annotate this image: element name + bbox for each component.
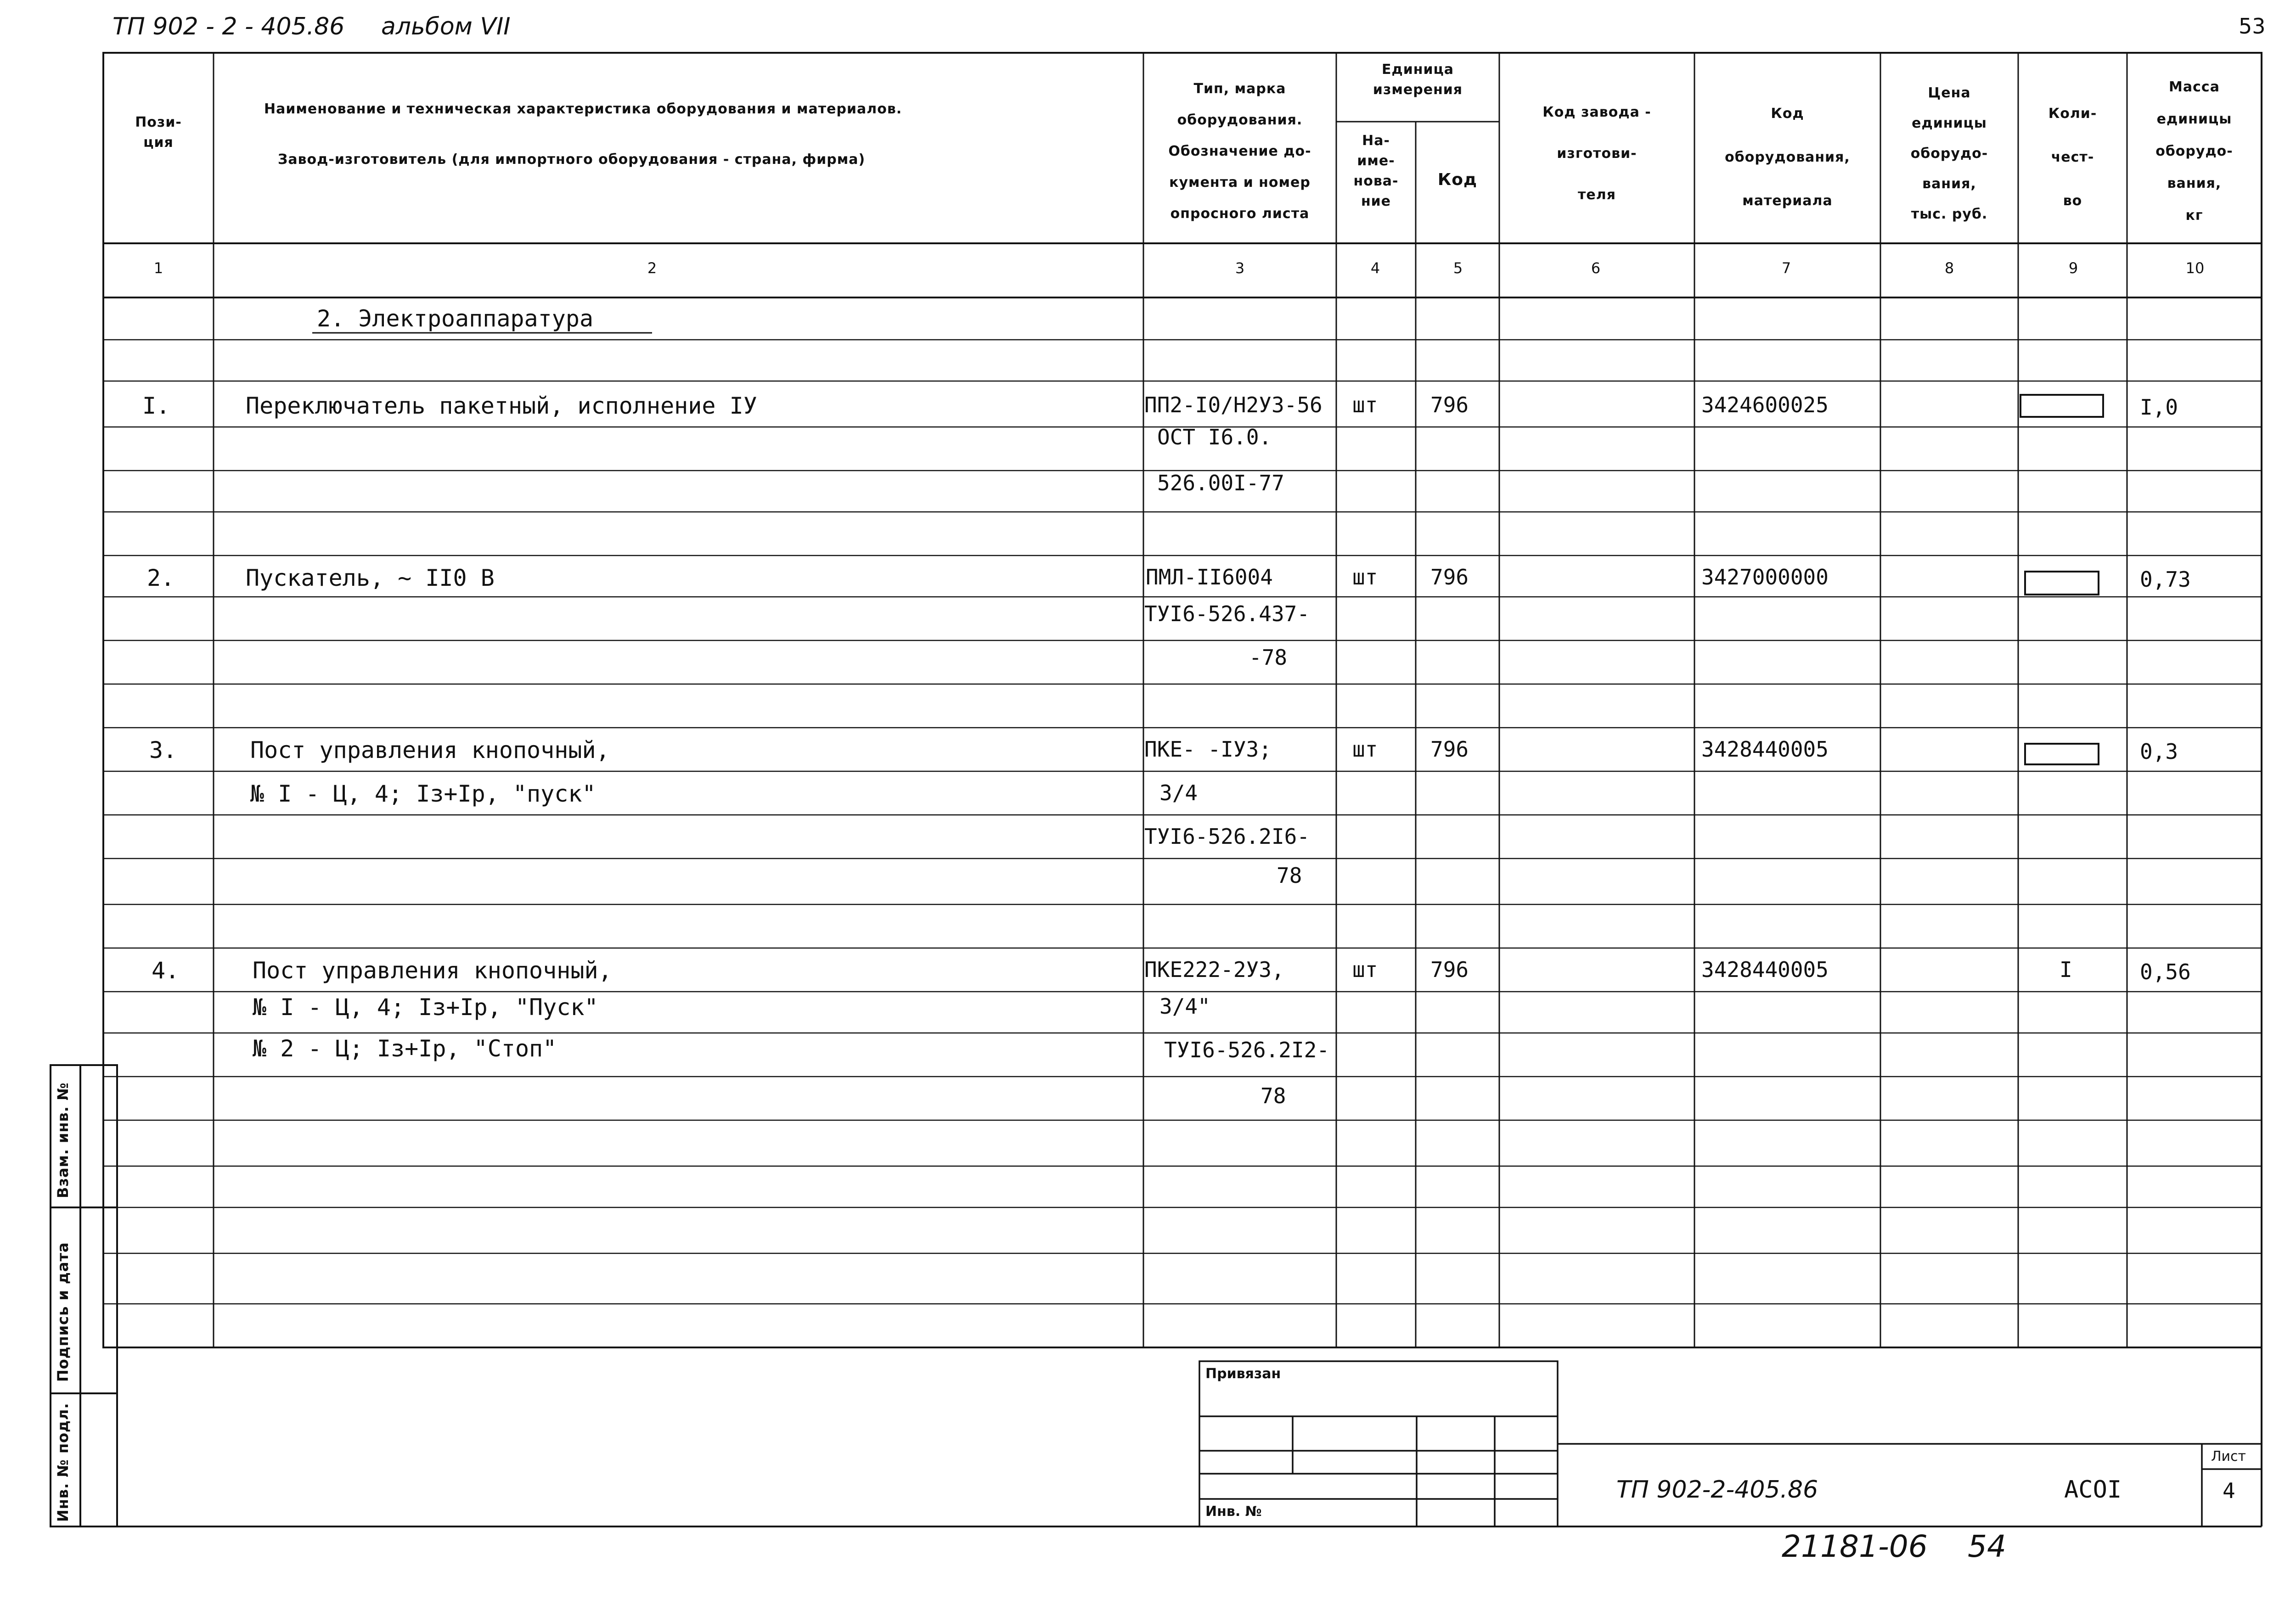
row-unit-code: 796: [1430, 957, 1469, 982]
row-unit-code: 796: [1430, 565, 1469, 589]
side-label-podpis: Подпись и дата: [54, 1242, 72, 1382]
row-position: 4.: [152, 957, 180, 984]
row-unit: шт: [1352, 957, 1378, 982]
row-code: 3428440005: [1701, 737, 1829, 762]
row-type-line: 78: [1277, 863, 1302, 888]
row-type: ПКЕ- -IУ3;: [1144, 737, 1272, 762]
row-name: Переключатель пакетный, исполнение IУ: [246, 393, 757, 419]
stamp-doc-code: ТП 902-2-405.86: [1616, 1476, 1818, 1504]
row-unit-code: 796: [1430, 393, 1469, 417]
side-label-inv: Инв. № подл.: [54, 1403, 72, 1522]
row-mass: I,0: [2140, 395, 2178, 420]
row-quantity: I: [2060, 957, 2072, 982]
row-unit: шт: [1352, 565, 1378, 589]
row-type: ПКЕ222-2У3,: [1144, 957, 1284, 982]
album-label: альбом VII: [381, 13, 511, 40]
header-unit-group: Единица измерения: [1373, 62, 1463, 98]
row-name: Пост управления кнопочный,: [253, 957, 612, 984]
col-number-6: 6: [1591, 259, 1601, 277]
col-number-8: 8: [1944, 259, 1954, 277]
col-number-9: 9: [2068, 259, 2078, 277]
row-mass: 0,56: [2140, 960, 2191, 984]
row-name-line: № I - Ц, 4; Iз+Iр, "пуск": [250, 780, 596, 807]
col-number-3: 3: [1235, 259, 1245, 277]
col-number-1: 1: [153, 259, 163, 277]
header-col7: Код оборудования, материала: [1725, 106, 1850, 209]
page-number: 53: [2239, 14, 2266, 39]
section-title: 2. Электроаппаратура: [317, 305, 594, 332]
row-unit: шт: [1352, 393, 1378, 417]
row-type-line: ОСТ I6.0.: [1157, 425, 1272, 449]
row-name: Пост управления кнопочный,: [250, 737, 610, 763]
row-type-line: 78: [1261, 1083, 1286, 1108]
header-col10: Масса единицы оборудо- вания, кг: [2155, 79, 2233, 224]
row-position: I.: [142, 393, 170, 419]
header-col8: Цена единицы оборудо- вания, тыс. руб.: [1910, 85, 1988, 222]
row-name: Пускатель, ~ II0 В: [246, 565, 495, 591]
stamp-list-label: Лист: [2211, 1448, 2246, 1465]
row-type-line: 526.00I-77: [1157, 471, 1284, 495]
row-mass: 0,73: [2140, 567, 2191, 592]
header-col3: Тип, марка оборудования. Обозначение до- кумента и номер опросного листа: [1168, 81, 1311, 222]
row-type-line: ТУI6-526.2I6-: [1144, 824, 1310, 849]
row-code: 3427000000: [1701, 565, 1829, 589]
row-type-line: ТУI6-526.2I2-: [1164, 1038, 1330, 1062]
row-unit-code: 796: [1430, 737, 1469, 762]
row-unit: шт: [1352, 737, 1378, 762]
stamp-privyazan: Привязан: [1205, 1366, 1281, 1382]
row-position: 3.: [149, 737, 177, 763]
row-type-line: ТУI6-526.437-: [1144, 601, 1310, 626]
stamp-sheet-code: АСОI: [2064, 1476, 2122, 1504]
footer-number: 21181-06: [1782, 1529, 1928, 1564]
header-col5: Код: [1437, 170, 1478, 189]
row-type-line: 3/4: [1159, 780, 1198, 805]
doc-code-top: ТП 902 - 2 - 405.86: [113, 13, 345, 40]
footer-page: 54: [1968, 1529, 2006, 1564]
col-number-5: 5: [1453, 259, 1463, 277]
header-col4: На- име- нова- ние: [1353, 133, 1399, 209]
row-name-line: № 2 - Ц; Iз+Iр, "Стоп": [253, 1035, 557, 1062]
row-type-line: -78: [1249, 645, 1288, 670]
header-col1: Пози- ция: [135, 114, 182, 151]
row-mass: 0,3: [2140, 739, 2178, 764]
row-position: 2.: [147, 565, 175, 591]
row-type-line: 3/4": [1159, 994, 1210, 1019]
header-col6: Код завода - изготови- теля: [1542, 104, 1651, 203]
col-number-2: 2: [647, 259, 657, 277]
row-code: 3424600025: [1701, 393, 1829, 417]
col-number-7: 7: [1781, 259, 1791, 277]
header-col9: Коли- чест- во: [2048, 106, 2097, 209]
row-type: ПМЛ-II6004: [1146, 565, 1273, 589]
stamp-inv-no: Инв. №: [1205, 1504, 1262, 1520]
col-number-4: 4: [1370, 259, 1380, 277]
row-code: 3428440005: [1701, 957, 1829, 982]
row-type: ПП2-I0/Н2У3-56: [1144, 393, 1322, 417]
header-col2-line1: Наименование и техническая характеристика оборудования и материалов.: [264, 101, 902, 117]
col-number-10: 10: [2185, 259, 2205, 277]
row-name-line: № I - Ц, 4; Iз+Iр, "Пуск": [253, 994, 598, 1021]
side-label-vzam: Взам. инв. №: [54, 1082, 72, 1198]
stamp-list-no: 4: [2223, 1478, 2235, 1503]
header-col2-line2: Завод-изготовитель (для импортного оборудования - страна, фирма): [278, 152, 866, 168]
